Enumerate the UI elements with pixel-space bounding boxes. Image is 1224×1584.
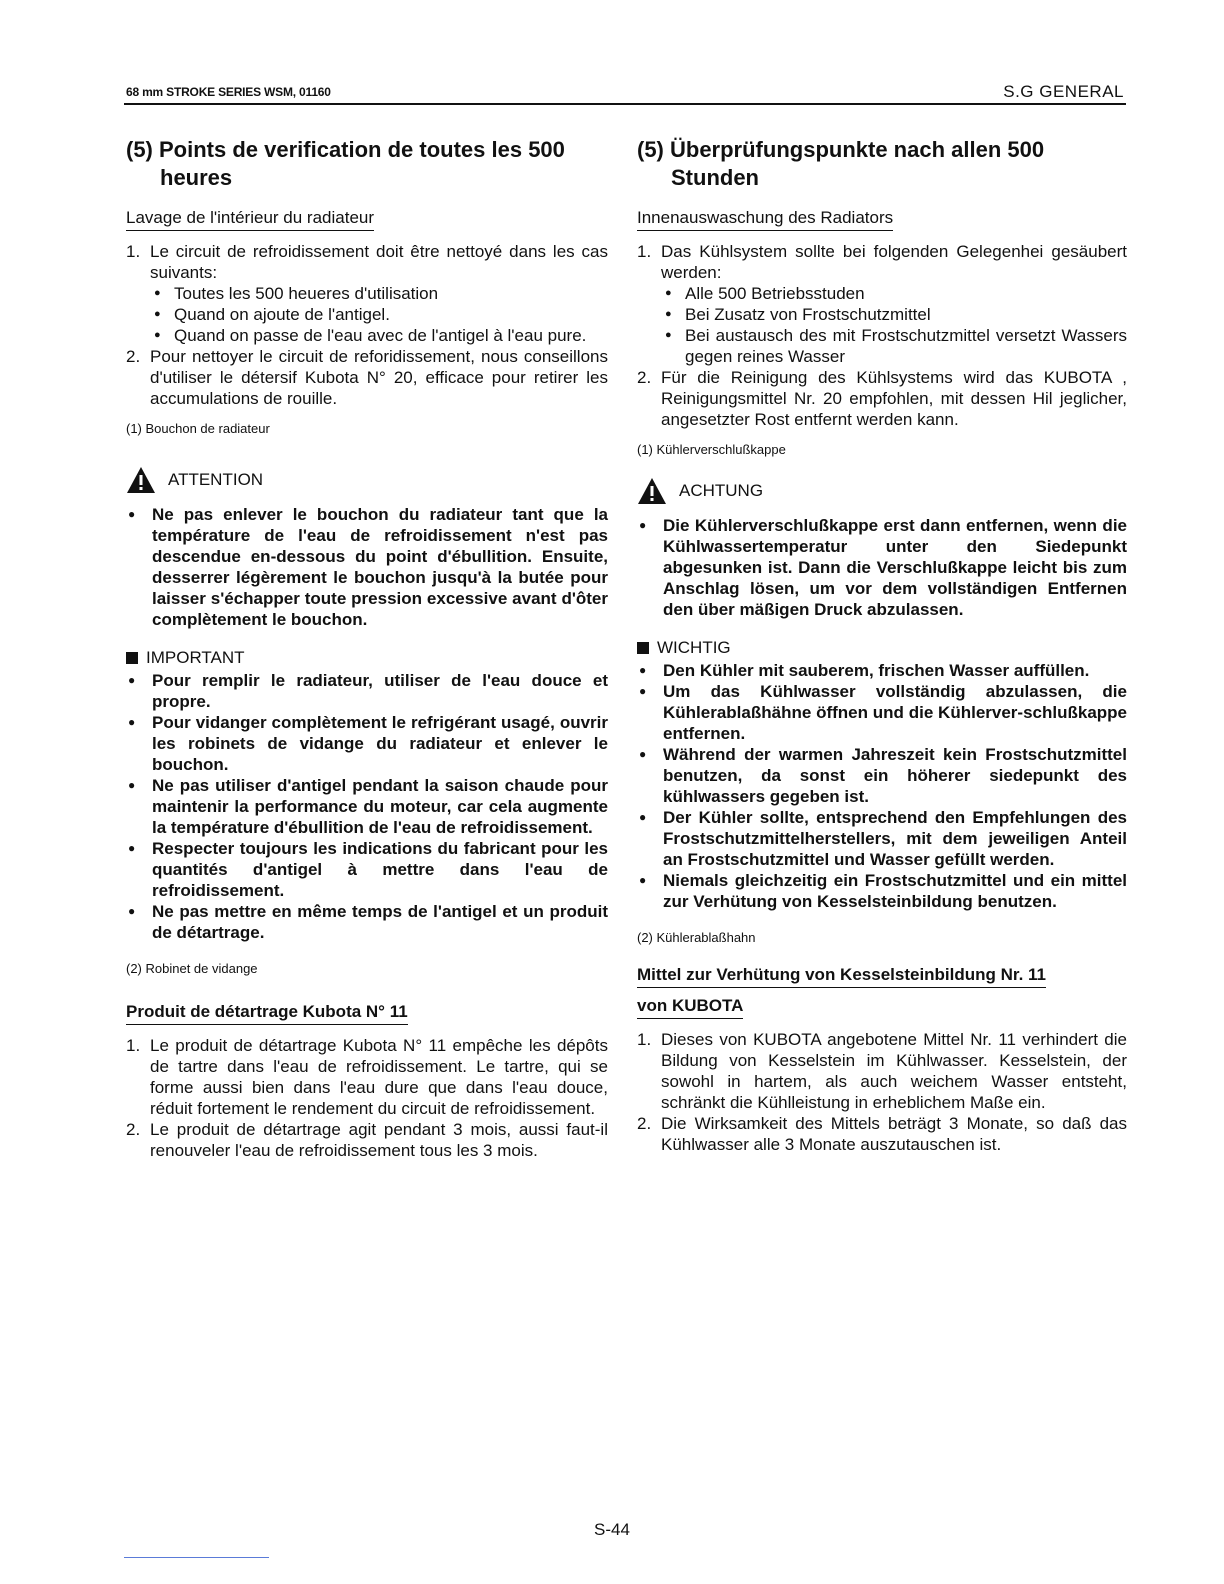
page-number: S-44 <box>594 1520 630 1539</box>
item-intro: Das Kühlsystem sollte bei folgenden Gelegenhei gesäubert werden: <box>661 242 1127 282</box>
subheading-descaler: Mittel zur Verhütung von Kesselsteinbildung Nr. 11 <box>637 965 1046 988</box>
list-item: 1. Le circuit de refroidissement doit être nettoyé dans les cas suivants: ● Toutes les 500 heueres d'utilisation ● Quand on ajoute de l'antigel. ● Quand on passe de l'eau avec de l'antigel à l'eau pure. <box>126 241 608 346</box>
subheading-descaler: Produit de détartrage Kubota N° 11 <box>126 1002 408 1025</box>
item-text: Le produit de détartrage agit pendant 3 mois, aussi faut-il renouveler l'eau de refroidissement tous les 3 mois. <box>150 1120 608 1160</box>
list-item: ● Ne pas mettre en même temps de l'antigel et un produit de détartrage. <box>126 901 608 943</box>
item-text: Dieses von KUBOTA angebotene Mittel Nr. 11 verhindert die Bildung von Kesselstein im Kühlwasser. Kesselstein, der sowohl in hartem, als auch weichem Wasser entsteht, schränkt die Kühlleistung in erheblichem Maße ein. <box>661 1030 1127 1112</box>
list-item: ● Pour vidanger complètement le refrigérant usagé, ouvrir les robinets de vidange du radiateur et enlever le bouchon. <box>126 712 608 775</box>
important-heading <box>126 648 608 668</box>
list-item: ● Bei austausch des mit Frostschutzmittel versetzt Wassers gegen reines Wasser <box>661 325 1127 367</box>
list-item: 2. Die Wirksamkeit des Mittels beträgt 3 Monate, so daß das Kühlwasser alle 3 Monate auszutauschen ist. <box>637 1114 1127 1154</box>
list-item: ● Ne pas utiliser d'antigel pendant la saison chaude pour maintenir la performance du moteur, car cela augmente la température d'ébullition de l'eau de refroidissement. <box>126 775 608 838</box>
item-intro: Le circuit de refroidissement doit être nettoyé dans les cas suivants: <box>150 242 608 282</box>
list-item: 1. Le produit de détartrage Kubota N° 11 empêche les dépôts de tartre dans l'eau de refroidissement. Le tartre, qui se forme aussi bien dans l'eau dure que dans l'eau douce, réduit fortement le rendement du circuit de refroidissement. <box>126 1036 608 1118</box>
bottom-divider <box>124 1557 269 1558</box>
list-item: ● Alle 500 Betriebsstuden <box>661 283 1127 304</box>
item-text: Für die Reinigung des Kühlsystems wird das KUBOTA , Reinigungsmittel Nr. 20 empfohlen, mit dessen Hil jeglicher, angesetzter Rost entfernt werden kann. <box>661 368 1127 429</box>
list-item: ● Niemals gleichzeitig ein Frostschutzmittel und ein mittel zur Verhütung von Kesselsteinbildung benutzen. <box>637 870 1127 912</box>
attention-label: ATTENTION <box>168 470 264 489</box>
item-text: Die Wirksamkeit des Mittels beträgt 3 Monate, so daß das Kühlwasser alle 3 Monate auszutauschen ist. <box>661 1114 1127 1154</box>
square-bullet-icon <box>637 642 649 654</box>
list-item: 2. Für die Reinigung des Kühlsystems wird das KUBOTA , Reinigungsmittel Nr. 20 empfohlen, mit dessen Hil jeglicher, angesetzter Rost entfernt werden kann. <box>637 368 1127 429</box>
caption-1: (1) Bouchon de radiateur <box>126 421 270 436</box>
column-french <box>126 136 608 1161</box>
subheading-radiator-wash: Innenauswaschung des Radiators <box>637 208 893 231</box>
list-item: ● Ne pas enlever le bouchon du radiateur tant que la température de l'eau de refroidissement n'est pas descendue en-dessous du point d'ébullition. Ensuite, desserrer légèrement le bouchon jusqu'à la butée pour laisser s'échapper toute pression excessive avant d'ôter complètement le bouchon. <box>126 504 608 630</box>
important-heading <box>637 638 1127 658</box>
list-item: ● Bei Zusatz von Frostschutzmittel <box>661 304 1127 325</box>
numbered-list <box>637 1029 1127 1155</box>
header-right: S.G GENERAL <box>1003 82 1124 101</box>
list-item: ● Die Kühlerverschlußkappe erst dann entfernen, wenn die Kühlwassertemperatur unter den Siedepunkt abgesunken ist. Dann die Verschlußkappe leicht bis zum Anschlag lösen, um vor dem vollständigen Entfernen den über mäßigen Druck abzulassen. <box>637 515 1127 620</box>
numbered-list <box>126 1035 608 1161</box>
subheading-radiator-wash: Lavage de l'intérieur du radiateur <box>126 208 374 231</box>
subheading-descaler-cont: von KUBOTA <box>637 996 743 1019</box>
item-text: Pour nettoyer le circuit de reforidissement, nous conseillons d'utiliser le détersif Kubota N° 20, efficace pour retirer les accumulations de rouille. <box>150 347 608 408</box>
list-item: 2. Pour nettoyer le circuit de reforidissement, nous conseillons d'utiliser le détersif Kubota N° 20, efficace pour retirer les accumulations de rouille. <box>126 347 608 408</box>
square-bullet-icon <box>126 652 138 664</box>
attention-label: ACHTUNG <box>679 481 764 500</box>
warning-triangle-icon <box>126 466 156 494</box>
important-label: WICHTIG <box>657 638 731 657</box>
list-item: 1. Das Kühlsystem sollte bei folgenden Gelegenhei gesäubert werden: ● Alle 500 Betriebsstuden ● Bei Zusatz von Frostschutzmittel ● Bei austausch des mit Frostschutzmittel versetzt Wassers gegen reines Wasser <box>637 241 1127 367</box>
list-item: 1. Dieses von KUBOTA angebotene Mittel Nr. 11 verhindert die Bildung von Kesselstein im Kühlwasser. Kesselstein, der sowohl in hartem, als auch weichem Wasser entsteht, schränkt die Kühlleistung in erheblichem Maße ein. <box>637 1030 1127 1112</box>
bullet-list <box>661 283 1127 367</box>
attention-list <box>637 515 1127 620</box>
list-item: ● Um das Kühlwasser vollständig abzulassen, die Kühlerablaßhähne öffnen und die Kühlerver-schlußkappe entfernen. <box>637 681 1127 744</box>
important-label: IMPORTANT <box>146 648 245 667</box>
list-item: ● Der Kühler sollte, entsprechend den Empfehlungen des Frostschutzmittelherstellers, mit dem jeweiligen Anteil an Frostschutzmittel und Wasser gefüllt werden. <box>637 807 1127 870</box>
warning-triangle-icon <box>637 477 667 505</box>
list-item: ● Quand on ajoute de l'antigel. <box>150 304 608 325</box>
caption-2: (2) Kühlerablaßhahn <box>637 930 756 945</box>
item-text: Le produit de détartrage Kubota N° 11 empêche les dépôts de tartre dans l'eau de refroidissement. Le tartre, qui se forme aussi bien dans l'eau dure que dans l'eau douce, réduit fortement le rendement du circuit de refroidissement. <box>150 1036 608 1118</box>
list-item: ● Den Kühler mit sauberem, frischen Wasser auffüllen. <box>637 660 1127 681</box>
attention-list <box>126 504 608 630</box>
attention-heading <box>126 466 608 494</box>
column-german <box>637 136 1127 1155</box>
caption-1: (1) Kühlerverschlußkappe <box>637 442 786 457</box>
list-item: ● Quand on passe de l'eau avec de l'antigel à l'eau pure. <box>150 325 608 346</box>
important-list <box>126 670 608 943</box>
header-rule <box>124 103 1126 105</box>
section-title: (5) Überprüfungspunkte nach allen 500 Stunden <box>637 137 1045 190</box>
numbered-list <box>126 241 608 409</box>
list-item: 2. Le produit de détartrage agit pendant 3 mois, aussi faut-il renouveler l'eau de refroidissement tous les 3 mois. <box>126 1120 608 1160</box>
header-left: 68 mm STROKE SERIES WSM, 01160 <box>126 85 331 99</box>
list-item: ● Pour remplir le radiateur, utiliser de l'eau douce et propre. <box>126 670 608 712</box>
attention-heading <box>637 477 1127 505</box>
important-list <box>637 660 1127 912</box>
list-item: ● Während der warmen Jahreszeit kein Frostschutzmittel benutzen, da sonst ein höherer siedepunkt des kühlwassers gegeben ist. <box>637 744 1127 807</box>
bullet-list <box>150 283 608 346</box>
section-title: (5) Points de verification de toutes les 500 heures <box>126 137 565 190</box>
caption-2: (2) Robinet de vidange <box>126 961 258 976</box>
numbered-list <box>637 241 1127 430</box>
list-item: ● Respecter toujours les indications du fabricant pour les quantités d'antigel à mettre dans l'eau de refroidissement. <box>126 838 608 901</box>
list-item: ● Toutes les 500 heueres d'utilisation <box>150 283 608 304</box>
